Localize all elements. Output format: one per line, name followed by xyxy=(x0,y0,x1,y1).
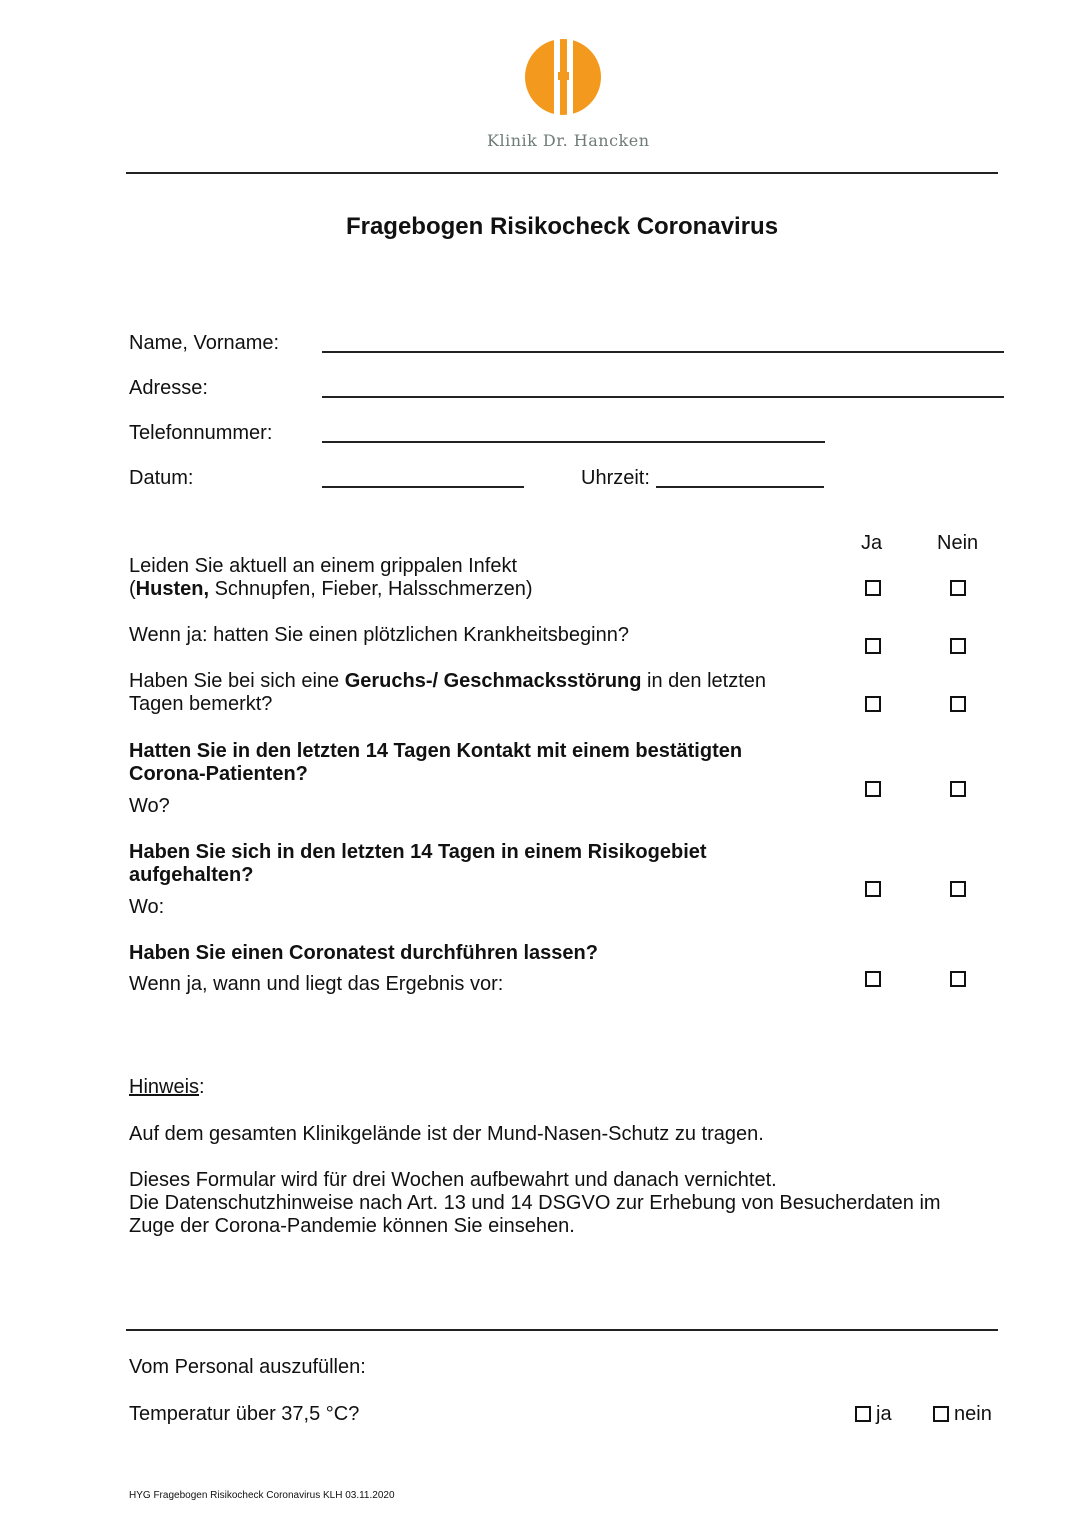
date-label: Datum: xyxy=(129,467,194,489)
temperature-yes-label: ja xyxy=(876,1403,892,1425)
column-header-yes: Ja xyxy=(861,532,883,554)
question-4-yes-checkbox[interactable] xyxy=(865,781,881,797)
question-3-yes-checkbox[interactable] xyxy=(865,696,881,712)
temperature-no-checkbox[interactable] xyxy=(933,1406,949,1422)
temperature-yes-checkbox[interactable] xyxy=(855,1406,871,1422)
question-2: Wenn ja: hatten Sie einen plötzlichen Krankheitsbeginn? xyxy=(129,624,629,646)
name-field[interactable] xyxy=(322,351,1004,353)
page-title: Fragebogen Risikocheck Coronavirus xyxy=(345,213,779,240)
question-1-line-1: Leiden Sie aktuell an einem grippalen Infekt xyxy=(129,555,518,577)
question-5-no-checkbox[interactable] xyxy=(950,881,966,897)
header-divider xyxy=(126,172,998,174)
column-header-no: Nein xyxy=(937,532,979,554)
name-label: Name, Vorname: xyxy=(129,332,280,354)
question-6-line-2: Wenn ja, wann und liegt das Ergebnis vor: xyxy=(129,973,504,995)
question-5-where: Wo: xyxy=(129,896,165,918)
question-2-yes-checkbox[interactable] xyxy=(865,638,881,654)
phone-field[interactable] xyxy=(322,441,825,443)
notice-privacy-line-2: Zuge der Corona-Pandemie können Sie einsehen. xyxy=(129,1215,575,1237)
question-3-line-2: Tagen bemerkt? xyxy=(129,693,273,715)
question-6-no-checkbox[interactable] xyxy=(950,971,966,987)
question-3-line-1: Haben Sie bei sich eine Geruchs-/ Geschmacksstörung in den letzten xyxy=(129,670,767,692)
time-field[interactable] xyxy=(656,486,824,488)
staff-divider xyxy=(126,1329,998,1331)
notice-mask: Auf dem gesamten Klinikgelände ist der Mund-Nasen-Schutz zu tragen. xyxy=(129,1123,764,1145)
clinic-logo xyxy=(524,38,602,116)
question-5-line-2: aufgehalten? xyxy=(129,864,254,886)
question-2-no-checkbox[interactable] xyxy=(950,638,966,654)
question-1-line-2: (Husten, Schnupfen, Fieber, Halsschmerzen) xyxy=(129,578,533,600)
phone-label: Telefonnummer: xyxy=(129,422,273,444)
question-4-no-checkbox[interactable] xyxy=(950,781,966,797)
notice-heading: Hinweis: xyxy=(129,1076,205,1098)
question-4-line-1: Hatten Sie in den letzten 14 Tagen Kontakt mit einem bestätigten xyxy=(129,740,743,762)
question-1-yes-checkbox[interactable] xyxy=(865,580,881,596)
question-5-line-1: Haben Sie sich in den letzten 14 Tagen in einem Risikogebiet xyxy=(129,841,707,863)
question-4-where: Wo? xyxy=(129,795,170,817)
question-6-line-1: Haben Sie einen Coronatest durchführen lassen? xyxy=(129,942,598,964)
clinic-name: Klinik Dr. Hancken xyxy=(487,131,650,150)
question-1-no-checkbox[interactable] xyxy=(950,580,966,596)
address-field[interactable] xyxy=(322,396,1004,398)
temperature-no-label: nein xyxy=(954,1403,992,1425)
question-6-yes-checkbox[interactable] xyxy=(865,971,881,987)
clinic-logo-icon xyxy=(524,38,602,116)
question-5-yes-checkbox[interactable] xyxy=(865,881,881,897)
temperature-question: Temperatur über 37,5 °C? xyxy=(129,1403,360,1425)
time-label: Uhrzeit: xyxy=(581,467,650,489)
address-label: Adresse: xyxy=(129,377,208,399)
notice-retention: Dieses Formular wird für drei Wochen aufbewahrt und danach vernichtet. xyxy=(129,1169,777,1191)
document-footer: HYG Fragebogen Risikocheck Coronavirus KLH 03.11.2020 xyxy=(129,1490,395,1501)
question-3-no-checkbox[interactable] xyxy=(950,696,966,712)
notice-privacy-line-1: Die Datenschutzhinweise nach Art. 13 und 14 DSGVO zur Erhebung von Besucherdaten im xyxy=(129,1192,941,1214)
question-4-line-2: Corona-Patienten? xyxy=(129,763,308,785)
date-field[interactable] xyxy=(322,486,524,488)
staff-heading: Vom Personal auszufüllen: xyxy=(129,1356,366,1378)
